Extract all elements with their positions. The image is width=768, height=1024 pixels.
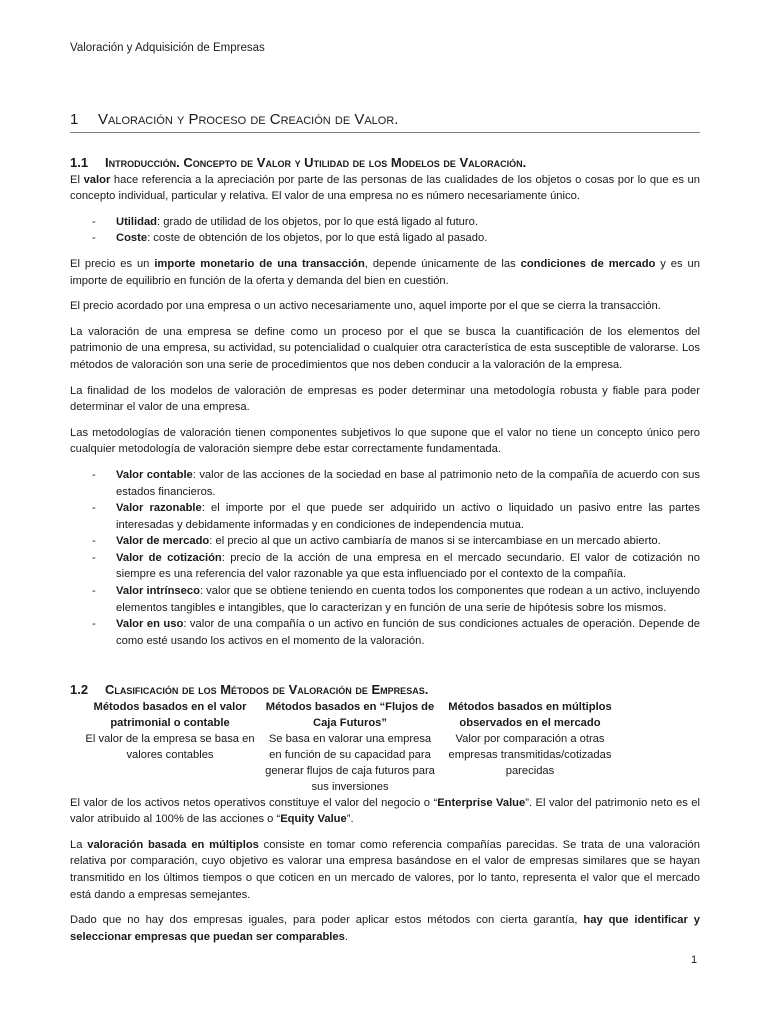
list-item: - Valor intrínseco: valor que se obtiene teniendo en cuenta todos los componentes que rodean a un activo, incluyendo elementos tangibles e intangibles, que lo caracterizan y en función de una serie de hipótesis sobre los mismos. <box>92 585 700 614</box>
paragraph-finalidad: La finalidad de los modelos de valoración de empresas es poder determinar una metodología robusta y fiable para poder determinar el valor de una empresa. <box>70 384 700 414</box>
paragraph-valoracion-definicion: La valoración de una empresa se define como un proceso por el que se busca la cuantificación de los elementos del patrimonio de una empresa, su actividad, su potencialidad o cualquier otra característica de esta susceptible de valorarse. Los métodos de valoración son una serie de procedimientos que nos deben conducir a la valoración de la empresa. <box>70 325 700 371</box>
method-description: Valor por comparación a otras empresas transmitidas/cotizadas parecidas <box>448 732 612 777</box>
list-item: - Valor contable: valor de las acciones de la sociedad en base al patrimonio neto de la compañía de acuerdo con sus estados financieros. <box>92 468 700 498</box>
list-utilidad-coste <box>70 214 700 247</box>
list-item: - Coste: coste de obtención de los objetos, por lo que está ligado al pasado. <box>92 232 488 245</box>
paragraph-enterprise-value: El valor de los activos netos operativos constituye el valor del negocio o “Enterprise Value”. El valor del patrimonio neto es el valor atribuido al 100% de las acciones o “Equity Value”. <box>70 796 701 826</box>
list-tipos-valor <box>70 467 700 650</box>
chapter-title: Valoración y Proceso de Creación de Valor. <box>98 111 399 128</box>
chapter-heading <box>70 111 700 133</box>
methods-table <box>80 699 620 795</box>
running-header: Valoración y Adquisición de Empresas <box>70 42 265 54</box>
method-column <box>80 699 260 795</box>
page-number: 1 <box>691 954 698 966</box>
method-heading: Métodos basados en múltiplos observados en el mercado <box>448 700 612 729</box>
paragraph-metodologias: Las metodologías de valoración tienen componentes subjetivos lo que supone que el valor no tiene un concepto único pero cualquier metodología de valoración siempre debe estar correctamente fundamentada. <box>70 426 700 456</box>
list-item: - Valor razonable: el importe por el que puede ser adquirido un activo o liquidado un pasivo entre las partes interesadas y debidamente informadas y en condiciones de independencia mutua. <box>92 502 700 531</box>
paragraph-precio-acordado: El precio acordado por una empresa o un activo necesariamente uno, aquel importe por el que se cierra la transacción. <box>70 300 661 313</box>
paragraph-valor: El valor hace referencia a la apreciación por parte de las personas de las cualidades de los objetos o cosas por lo que es un concepto individual, particular y relativa. El valor de una empresa no es número necesariamente único. <box>70 173 701 203</box>
method-heading: Métodos basados en el valor patrimonial o contable <box>93 700 247 729</box>
paragraph-comparables: Dado que no hay dos empresas iguales, para poder aplicar estos métodos con cierta garantía, hay que identificar y seleccionar empresas que puedan ser comparables. <box>70 914 700 943</box>
method-description: El valor de la empresa se basa en valores contables <box>85 732 255 761</box>
section-number: 1.2 <box>70 682 89 697</box>
method-description: Se basa en valorar una empresa en función de su capacidad para generar flujos de caja futuros para sus inversiones <box>265 732 435 793</box>
section-1-1 <box>70 155 700 658</box>
section-number: 1.1 <box>70 155 89 170</box>
section-heading-1-1 <box>70 155 700 172</box>
method-column <box>260 699 440 795</box>
method-heading: Métodos basados en “Flujos de Caja Futuros” <box>265 700 435 729</box>
list-item: - Valor de mercado: el precio al que un activo cambiaría de manos si se intercambiase en un mercado abierto. <box>92 535 661 548</box>
section-title: Clasificación de los Métodos de Valoración de Empresas. <box>105 682 429 697</box>
method-column <box>440 699 620 795</box>
list-item: - Utilidad: grado de utilidad de los objetos, por lo que está ligado al futuro. <box>92 215 478 228</box>
paragraph-precio: El precio es un importe monetario de una transacción, depende únicamente de las condiciones de mercado y es un importe de equilibrio en función de la oferta y demanda del bien en cuestión. <box>70 257 700 287</box>
chapter-number: 1 <box>70 111 79 128</box>
section-heading-1-2 <box>70 682 700 699</box>
section-1-2 <box>70 682 700 954</box>
section-title: Introducción. Concepto de Valor y Utilidad de los Modelos de Valoración. <box>105 155 527 170</box>
list-item: - Valor en uso: valor de una compañía o un activo en función de sus condiciones actuales de operación. Depende de como esté usando los activos en el momento de la valoración. <box>92 618 700 647</box>
list-item: - Valor de cotización: precio de la acción de una empresa en el mercado secundario. El valor de cotización no siempre es una referencia del valor razonable ya que esta influenciado por el contexto de la compañía. <box>92 551 700 581</box>
paragraph-multiplos: La valoración basada en múltiplos consiste en tomar como referencia compañías parecidas. Se trata de una valoración relativa por comparación, cuyo objetivo es valorar una empresa basándose en el valor de empresas similares que se hayan transmitido en los últimos tiempos o que coticen en un mercado de valores, por lo tanto, representa el valor que el mercado está dando a empresas semejantes. <box>70 838 700 901</box>
